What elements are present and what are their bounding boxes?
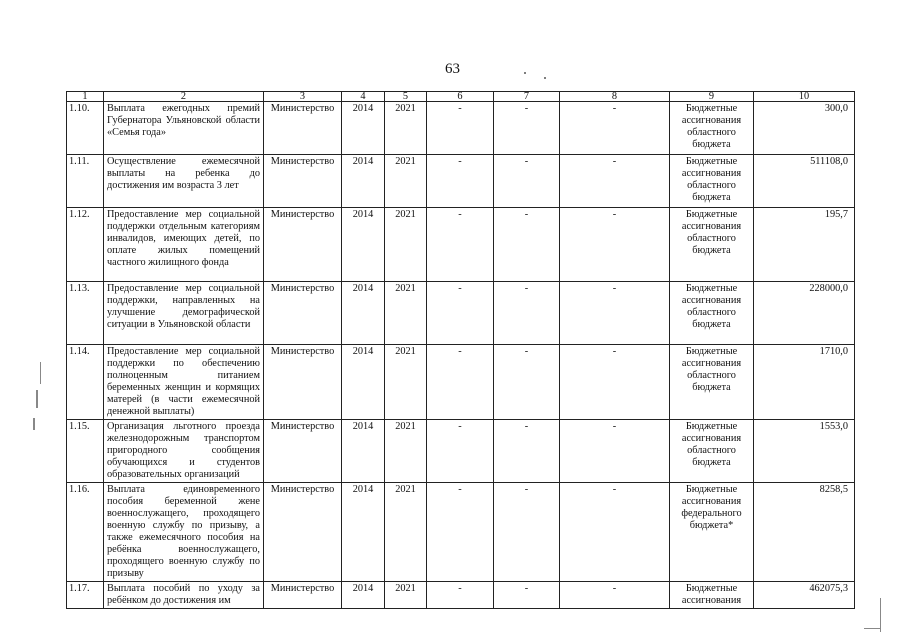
executor: Министерство [264, 155, 342, 208]
indicator-cell: - [427, 208, 494, 282]
end-year: 2021 [385, 155, 427, 208]
funding-amount: 511108,0 [754, 155, 855, 208]
funding-source: Бюджетные ассигнования [670, 582, 754, 609]
funding-amount: 228000,0 [754, 282, 855, 345]
scan-mark [40, 362, 41, 384]
table-row [67, 483, 855, 582]
measure-description: Предоставление мер социальной поддержки, направленных на улучшение демографической ситуации в Ульяновской области [104, 282, 264, 345]
indicator-cell: - [427, 483, 494, 582]
funding-amount: 1710,0 [754, 345, 855, 420]
funding-source: Бюджетные ассигнования областного бюджета [670, 155, 754, 208]
start-year: 2014 [342, 420, 385, 483]
scan-mark [33, 418, 35, 430]
start-year: 2014 [342, 345, 385, 420]
row-number: 1.16. [67, 483, 104, 582]
row-number: 1.13. [67, 282, 104, 345]
table-row [67, 420, 855, 483]
start-year: 2014 [342, 155, 385, 208]
measure-description: Выплата единовременного пособия беременной жене военнослужащего, проходящего военную службу по призыву, а также ежемесячного пособия на ребёнка военнослужащего, проходящего военную службу по призыву [104, 483, 264, 582]
table-row [67, 155, 855, 208]
funding-source: Бюджетные ассигнования областного бюджета [670, 208, 754, 282]
funding-source: Бюджетные ассигнования федерального бюджета* [670, 483, 754, 582]
page-number: 63 [445, 61, 460, 77]
indicator-cell: - [427, 420, 494, 483]
table-row [67, 208, 855, 282]
indicator-cell: - [560, 282, 670, 345]
indicator-cell: - [494, 483, 560, 582]
executor: Министерство [264, 420, 342, 483]
row-number: 1.14. [67, 345, 104, 420]
indicator-cell: - [560, 345, 670, 420]
header-cell: 4 [342, 92, 385, 102]
end-year: 2021 [385, 282, 427, 345]
indicator-cell: - [494, 420, 560, 483]
indicator-cell: - [494, 282, 560, 345]
indicator-cell: - [560, 208, 670, 282]
indicator-cell: - [427, 282, 494, 345]
table-row [67, 582, 855, 609]
executor: Министерство [264, 345, 342, 420]
table-row [67, 102, 855, 155]
funding-source: Бюджетные ассигнования областного бюджета [670, 345, 754, 420]
funding-source: Бюджетные ассигнования областного бюджета [670, 102, 754, 155]
indicator-cell: - [427, 582, 494, 609]
funding-source: Бюджетные ассигнования областного бюджета [670, 282, 754, 345]
start-year: 2014 [342, 582, 385, 609]
row-number: 1.15. [67, 420, 104, 483]
end-year: 2021 [385, 483, 427, 582]
measure-description: Осуществление ежемесячной выплаты на ребенка до достижения им возраста 3 лет [104, 155, 264, 208]
indicator-cell: - [560, 483, 670, 582]
program-table [66, 91, 855, 609]
header-cell: 9 [670, 92, 754, 102]
indicator-cell: - [494, 102, 560, 155]
end-year: 2021 [385, 208, 427, 282]
scan-mark [880, 598, 881, 632]
measure-description: Предоставление мер социальной поддержки по обеспечению полноценным питанием беременных женщин и кормящих матерей (в части ежемесячной денежной выплаты) [104, 345, 264, 420]
funding-amount: 462075,3 [754, 582, 855, 609]
header-cell: 8 [560, 92, 670, 102]
executor: Министерство [264, 102, 342, 155]
end-year: 2021 [385, 345, 427, 420]
indicator-cell: - [560, 420, 670, 483]
indicator-cell: - [427, 155, 494, 208]
row-number: 1.10. [67, 102, 104, 155]
executor: Министерство [264, 208, 342, 282]
indicator-cell: - [560, 155, 670, 208]
header-cell: 7 [494, 92, 560, 102]
table-header-row [67, 92, 855, 102]
indicator-cell: - [494, 345, 560, 420]
row-number: 1.12. [67, 208, 104, 282]
row-number: 1.11. [67, 155, 104, 208]
funding-amount: 195,7 [754, 208, 855, 282]
measure-description: Организация льготного проезда железнодорожным транспортом пригородного сообщения обучающихся и студентов образовательных организаций [104, 420, 264, 483]
end-year: 2021 [385, 582, 427, 609]
header-cell: 2 [104, 92, 264, 102]
funding-amount: 1553,0 [754, 420, 855, 483]
table-row [67, 282, 855, 345]
indicator-cell: - [494, 582, 560, 609]
funding-source: Бюджетные ассигнования областного бюджета [670, 420, 754, 483]
indicator-cell: - [494, 155, 560, 208]
measure-description: Выплата пособий по уходу за ребёнком до достижения им [104, 582, 264, 609]
funding-amount: 8258,5 [754, 483, 855, 582]
executor: Министерство [264, 582, 342, 609]
header-cell: 6 [427, 92, 494, 102]
scan-mark [864, 628, 880, 629]
indicator-cell: - [560, 102, 670, 155]
scan-speck [544, 77, 546, 79]
table-row [67, 345, 855, 420]
indicator-cell: - [427, 345, 494, 420]
funding-amount: 300,0 [754, 102, 855, 155]
scan-speck [524, 72, 526, 74]
row-number: 1.17. [67, 582, 104, 609]
end-year: 2021 [385, 102, 427, 155]
header-cell: 3 [264, 92, 342, 102]
measure-description: Выплата ежегодных премий Губернатора Ульяновской области «Семья года» [104, 102, 264, 155]
end-year: 2021 [385, 420, 427, 483]
start-year: 2014 [342, 102, 385, 155]
header-cell: 5 [385, 92, 427, 102]
header-cell: 10 [754, 92, 855, 102]
indicator-cell: - [560, 582, 670, 609]
header-cell: 1 [67, 92, 104, 102]
start-year: 2014 [342, 483, 385, 582]
executor: Министерство [264, 483, 342, 582]
scan-mark [36, 390, 38, 408]
start-year: 2014 [342, 282, 385, 345]
measure-description: Предоставление мер социальной поддержки отдельным категориям инвалидов, имеющих детей, по оплате жилых помещений частного жилищного фонда [104, 208, 264, 282]
indicator-cell: - [494, 208, 560, 282]
start-year: 2014 [342, 208, 385, 282]
executor: Министерство [264, 282, 342, 345]
indicator-cell: - [427, 102, 494, 155]
